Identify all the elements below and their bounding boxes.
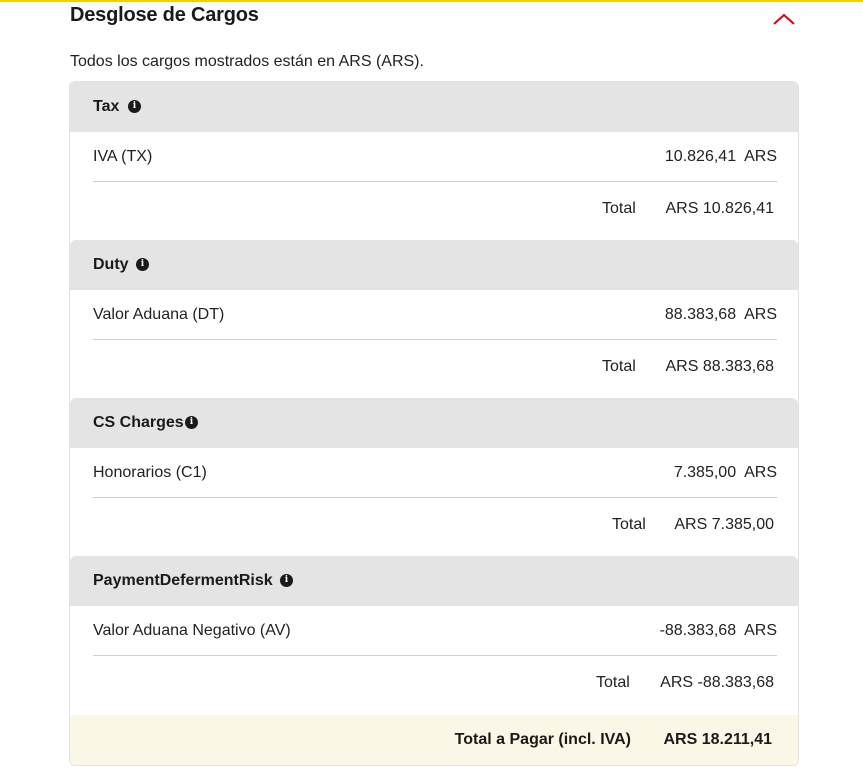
total-value: ARS 10.826,41	[665, 200, 774, 217]
charge-name: IVA (TX)	[93, 148, 153, 165]
section-total-row	[93, 657, 777, 707]
charge-name: Valor Aduana Negativo (AV)	[93, 622, 291, 639]
charges-breakdown-header[interactable]	[70, 4, 800, 30]
section-label: CS Charges	[93, 414, 184, 431]
chevron-up-icon[interactable]	[770, 8, 798, 28]
charge-amount: -88.383,68 ARS	[659, 622, 777, 639]
section-label: PaymentDefermentRisk	[93, 572, 273, 589]
charges-card	[69, 81, 799, 766]
charge-line-row	[93, 606, 777, 656]
total-value: ARS -88.383,68	[660, 674, 774, 691]
charge-name: Valor Aduana (DT)	[93, 306, 225, 323]
info-icon[interactable]: i	[185, 416, 198, 429]
total-value: ARS 7.385,00	[674, 516, 774, 533]
info-icon[interactable]: i	[128, 100, 141, 113]
total-label: Total	[602, 200, 636, 217]
section-label: Tax	[93, 98, 120, 115]
section-header-tax	[70, 82, 798, 132]
section-total-row	[93, 499, 777, 549]
currency-note: Todos los cargos mostrados están en ARS (ARS).	[70, 53, 424, 70]
section-total-row	[93, 183, 777, 233]
total-label: Total	[612, 516, 646, 533]
info-icon[interactable]: i	[136, 258, 149, 271]
section-label: Duty	[93, 256, 129, 273]
section-header-payment-deferment-risk	[70, 556, 798, 606]
grand-total-row	[70, 715, 798, 766]
charge-line-row	[93, 448, 777, 498]
grand-total-value: ARS 18.211,41	[663, 731, 772, 748]
total-label: Total	[596, 674, 630, 691]
top-accent-rule	[0, 0, 863, 2]
section-header-duty	[70, 240, 798, 290]
charge-amount: 10.826,41 ARS	[664, 148, 777, 165]
section-total-row	[93, 341, 777, 391]
charge-amount: 7.385,00 ARS	[673, 464, 777, 481]
section-header-cs-charges	[70, 398, 798, 448]
charge-amount: 88.383,68 ARS	[664, 306, 777, 323]
total-value: ARS 88.383,68	[665, 358, 774, 375]
charge-line-row	[93, 290, 777, 340]
charge-line-row	[93, 132, 777, 182]
charge-name: Honorarios (C1)	[93, 464, 207, 481]
grand-total-label: Total a Pagar (incl. IVA)	[454, 731, 631, 748]
info-icon[interactable]: i	[280, 574, 293, 587]
section-title: Desglose de Cargos	[70, 4, 259, 26]
total-label: Total	[602, 358, 636, 375]
